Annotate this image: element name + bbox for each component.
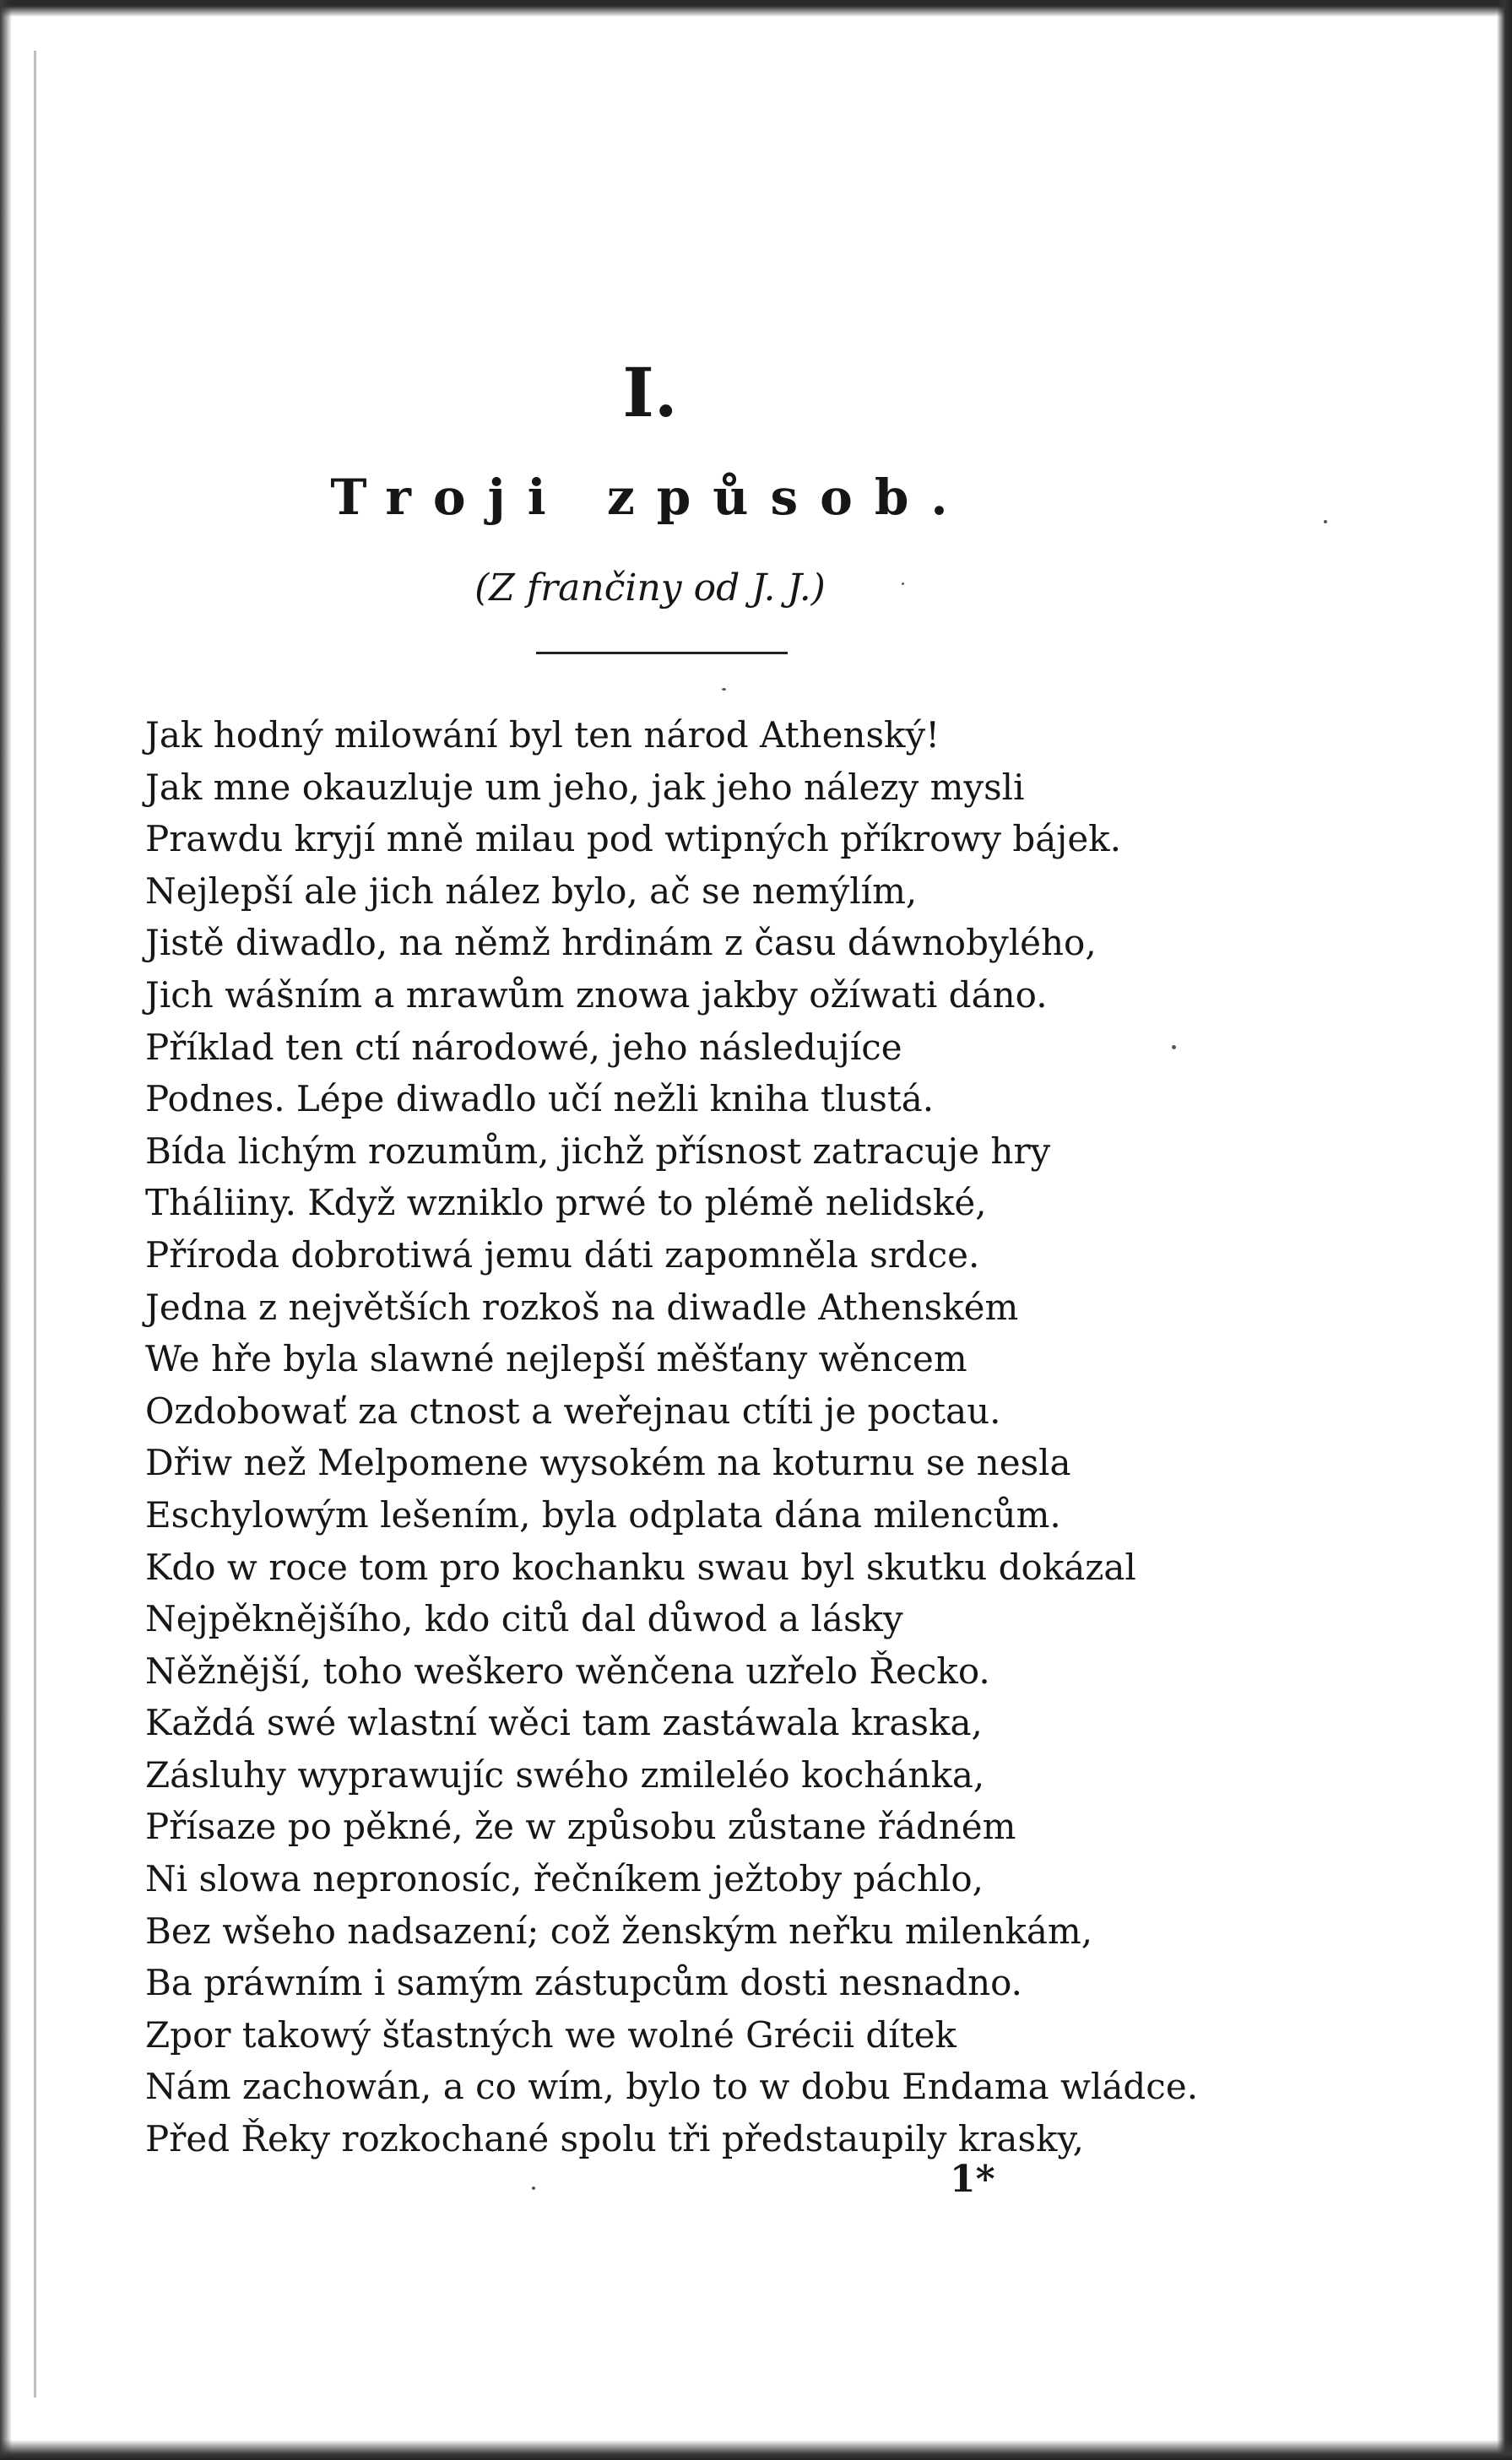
poem-line: Každá swé wlastní wěci tam zastáwala kraska,	[145, 1702, 983, 1744]
scan-border-bottom	[0, 2440, 1512, 2460]
poem-line: Ba práwním i samým zástupcům dosti nesnadno.	[145, 1962, 1023, 2004]
poem-line: Příklad ten ctí národowé, jeho následujíce	[145, 1026, 902, 1068]
ink-speck	[722, 688, 726, 691]
poem-line: Kdo w roce tom pro kochanku swau byl skutku dokázal	[145, 1546, 1136, 1588]
poem-line: Nám zachowán, a co wím, bylo to w dobu Endama wládce.	[145, 2066, 1199, 2108]
poem-line: Prawdu kryjí mně milau pod wtipných příkrowy bájek.	[145, 818, 1121, 860]
poem-line: Ni slowa nepronosíc, řečníkem ježtoby páchlo,	[145, 1858, 984, 1900]
poem-line: Dřiw než Melpomene wysokém na koturnu se nesla	[145, 1442, 1071, 1484]
poem-line: Jak hodný milowání byl ten národ Athenský!	[145, 714, 940, 756]
poem-line: Zásluhy wyprawujíc swého zmileléo kochánka,	[145, 1753, 985, 1796]
poem-line: Bez wšeho nadsazení; což ženským neřku milenkám,	[145, 1910, 1093, 1952]
poem-line: Jak mne okauzluje um jeho, jak jeho nálezy mysli	[145, 766, 1025, 808]
poem-body	[145, 709, 1243, 2165]
poem-line: Bída lichým rozumům, jichž přísnost zatracuje hry	[145, 1130, 1051, 1172]
poem-line: Nejlepší ale jich nález bylo, ač se nemýlím,	[145, 870, 918, 912]
poem-line: Příroda dobrotiwá jemu dáti zapomněla srdce.	[145, 1233, 980, 1276]
poem-line: Jistě diwadlo, na němž hrdinám z času dáwnobylého,	[145, 922, 1097, 964]
poem-line: Podnes. Lépe diwadlo učí nežli kniha tlustá.	[145, 1078, 935, 1120]
poem-line: Jich wášním a mrawům znowa jakby ožíwati dáno.	[145, 973, 1048, 1016]
scan-border-top	[0, 0, 1512, 17]
poem-line: Ozdobowať za ctnost a weřejnau ctíti je poctau.	[145, 1390, 1001, 1432]
chapter-title: Troji způsob.	[330, 469, 970, 526]
ink-speck	[1324, 520, 1327, 523]
poem-line: Něžnější, toho weškero wěnčena uzřelo Řecko.	[145, 1650, 990, 1692]
poem-line: Přísaze po pěkné, že w způsobu zůstane řádném	[145, 1806, 1016, 1848]
title-divider	[536, 652, 788, 654]
poem-line: We hře byla slawné nejlepší měšťany wěncem	[145, 1338, 967, 1380]
poem-line: Před Řeky rozkochané spolu tři předstaupily krasky,	[145, 2118, 1084, 2160]
poem-line: Jedna z největších rozkoš na diwadle Athenském	[145, 1286, 1019, 1328]
poem-line: Tháliiny. Když wzniklo prwé to plémě nelidské,	[145, 1182, 987, 1224]
scan-border-right	[1497, 0, 1512, 2460]
ink-speck	[532, 2186, 535, 2190]
poem-line: Eschylowým lešením, byla odplata dána milencům.	[145, 1493, 1061, 1536]
poem-line: Nejpěknějšího, kdo citů dal důwod a lásky	[145, 1598, 903, 1640]
chapter-number: I.	[622, 353, 678, 432]
poem-line: Zpor takowý šťastných we wolné Grécii dítek	[145, 2013, 957, 2056]
signature-mark: 1*	[950, 2158, 995, 2201]
chapter-subtitle: (Z frančiny od J. J.)	[474, 566, 826, 610]
